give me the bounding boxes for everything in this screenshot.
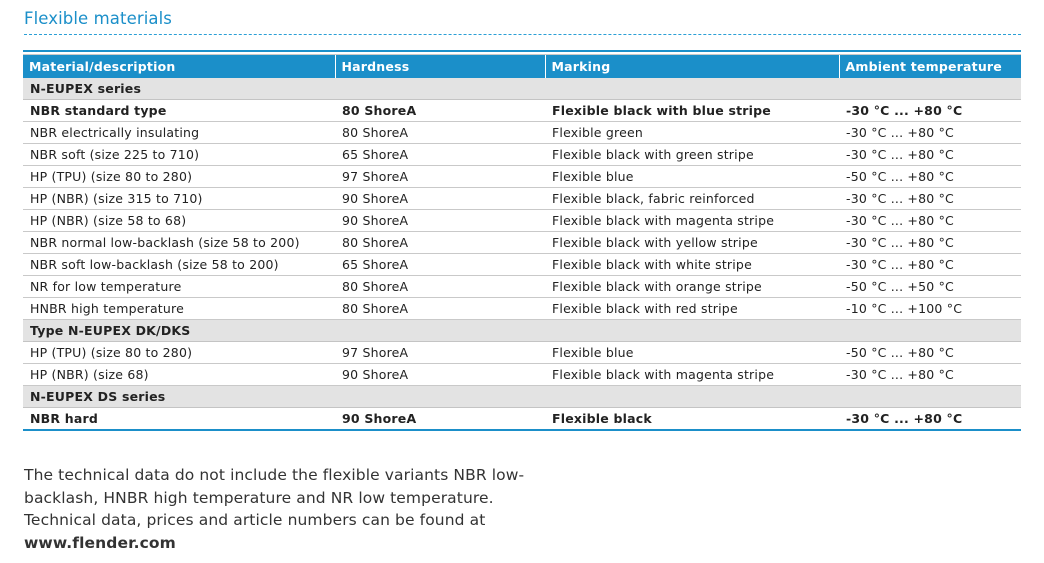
header-temperature: Ambient temperature	[839, 55, 1021, 79]
cell-hardness: 97 ShoreA	[335, 342, 545, 364]
cell-marking: Flexible black	[552, 411, 652, 426]
cell-hardness: 80 ShoreA	[335, 122, 545, 144]
table-row	[23, 122, 1021, 144]
table-row	[23, 232, 1021, 254]
cell-temperature: -50 °C ... +50 °C	[839, 276, 1021, 298]
cell-material: NBR hard	[30, 411, 99, 426]
cell-marking: Flexible black with orange stripe	[545, 276, 839, 298]
cell-marking: Flexible black with magenta stripe	[545, 364, 839, 386]
cell-temperature: -30 °C ... +80 °C	[839, 210, 1021, 232]
header-material: Material/description	[29, 59, 176, 74]
website-link[interactable]: www.flender.com	[24, 533, 176, 552]
cell-material: NR for low temperature	[23, 276, 335, 298]
table-row	[23, 100, 1021, 122]
table-row	[23, 342, 1021, 364]
cell-material: NBR electrically insulating	[23, 122, 335, 144]
cell-hardness: 65 ShoreA	[335, 144, 545, 166]
cell-hardness: 90 ShoreA	[335, 364, 545, 386]
table-row	[23, 210, 1021, 232]
cell-temperature: -30 °C ... +80 °C	[839, 254, 1021, 276]
footnote-text: The technical data do not include the flexible variants NBR low-backlash, HNBR high temperature and NR low temperature. Technical data, prices and article numbers can be found at	[24, 466, 525, 529]
table-row	[23, 408, 1021, 431]
cell-marking: Flexible black with yellow stripe	[545, 232, 839, 254]
cell-marking: Flexible blue	[545, 166, 839, 188]
cell-material: HP (NBR) (size 58 to 68)	[23, 210, 335, 232]
cell-material: HP (NBR) (size 68)	[23, 364, 335, 386]
group-title: Type N-EUPEX DK/DKS	[23, 320, 1021, 342]
header-marking: Marking	[545, 55, 839, 79]
cell-material: NBR normal low-backlash (size 58 to 200)	[23, 232, 335, 254]
cell-material: NBR standard type	[23, 100, 335, 122]
section-title: Flexible materials	[24, 9, 173, 28]
cell-marking: Flexible blue	[545, 342, 839, 364]
header-hardness: Hardness	[335, 55, 545, 79]
cell-marking: Flexible black with green stripe	[545, 144, 839, 166]
cell-material: HP (NBR) (size 315 to 710)	[23, 188, 335, 210]
table-row	[23, 144, 1021, 166]
table-body	[23, 78, 1021, 430]
cell-temperature: -50 °C ... +80 °C	[839, 342, 1021, 364]
cell-hardness: 80 ShoreA	[335, 298, 545, 320]
cell-temperature: -30 °C ... +80 °C	[846, 411, 963, 426]
materials-table	[23, 50, 1021, 431]
cell-temperature: -50 °C ... +80 °C	[839, 166, 1021, 188]
materials-table-container	[23, 50, 1021, 431]
cell-material: HP (TPU) (size 80 to 280)	[23, 166, 335, 188]
cell-material: NBR soft low-backlash (size 58 to 200)	[23, 254, 335, 276]
group-header-row	[23, 320, 1021, 342]
cell-marking: Flexible black with white stripe	[545, 254, 839, 276]
cell-hardness: 90 ShoreA	[342, 411, 417, 426]
cell-marking: Flexible black, fabric reinforced	[545, 188, 839, 210]
table-row	[23, 298, 1021, 320]
cell-marking: Flexible green	[545, 122, 839, 144]
footnote	[24, 464, 544, 554]
dashed-divider	[24, 34, 1021, 35]
cell-temperature: -30 °C ... +80 °C	[839, 144, 1021, 166]
cell-material: HNBR high temperature	[23, 298, 335, 320]
cell-hardness: 80 ShoreA	[335, 276, 545, 298]
table-row	[23, 364, 1021, 386]
cell-hardness: 80 ShoreA	[335, 232, 545, 254]
group-title: N-EUPEX DS series	[23, 386, 1021, 408]
cell-temperature: -30 °C ... +80 °C	[839, 232, 1021, 254]
group-title: N-EUPEX series	[23, 78, 1021, 100]
cell-temperature: -10 °C ... +100 °C	[839, 298, 1021, 320]
cell-hardness: 65 ShoreA	[335, 254, 545, 276]
cell-temperature: -30 °C ... +80 °C	[839, 364, 1021, 386]
cell-hardness: 90 ShoreA	[335, 188, 545, 210]
cell-hardness: 80 ShoreA	[335, 100, 545, 122]
cell-temperature: -30 °C ... +80 °C	[839, 100, 1021, 122]
group-header-row	[23, 78, 1021, 100]
cell-hardness: 90 ShoreA	[335, 210, 545, 232]
table-header-row	[23, 55, 1021, 79]
group-header-row	[23, 386, 1021, 408]
cell-marking: Flexible black with magenta stripe	[545, 210, 839, 232]
table-row	[23, 254, 1021, 276]
cell-marking: Flexible black with blue stripe	[545, 100, 839, 122]
table-row	[23, 188, 1021, 210]
cell-material: HP (TPU) (size 80 to 280)	[23, 342, 335, 364]
cell-temperature: -30 °C ... +80 °C	[839, 188, 1021, 210]
cell-material: NBR soft (size 225 to 710)	[23, 144, 335, 166]
cell-temperature: -30 °C ... +80 °C	[839, 122, 1021, 144]
cell-hardness: 97 ShoreA	[335, 166, 545, 188]
table-row	[23, 276, 1021, 298]
table-row	[23, 166, 1021, 188]
cell-marking: Flexible black with red stripe	[545, 298, 839, 320]
